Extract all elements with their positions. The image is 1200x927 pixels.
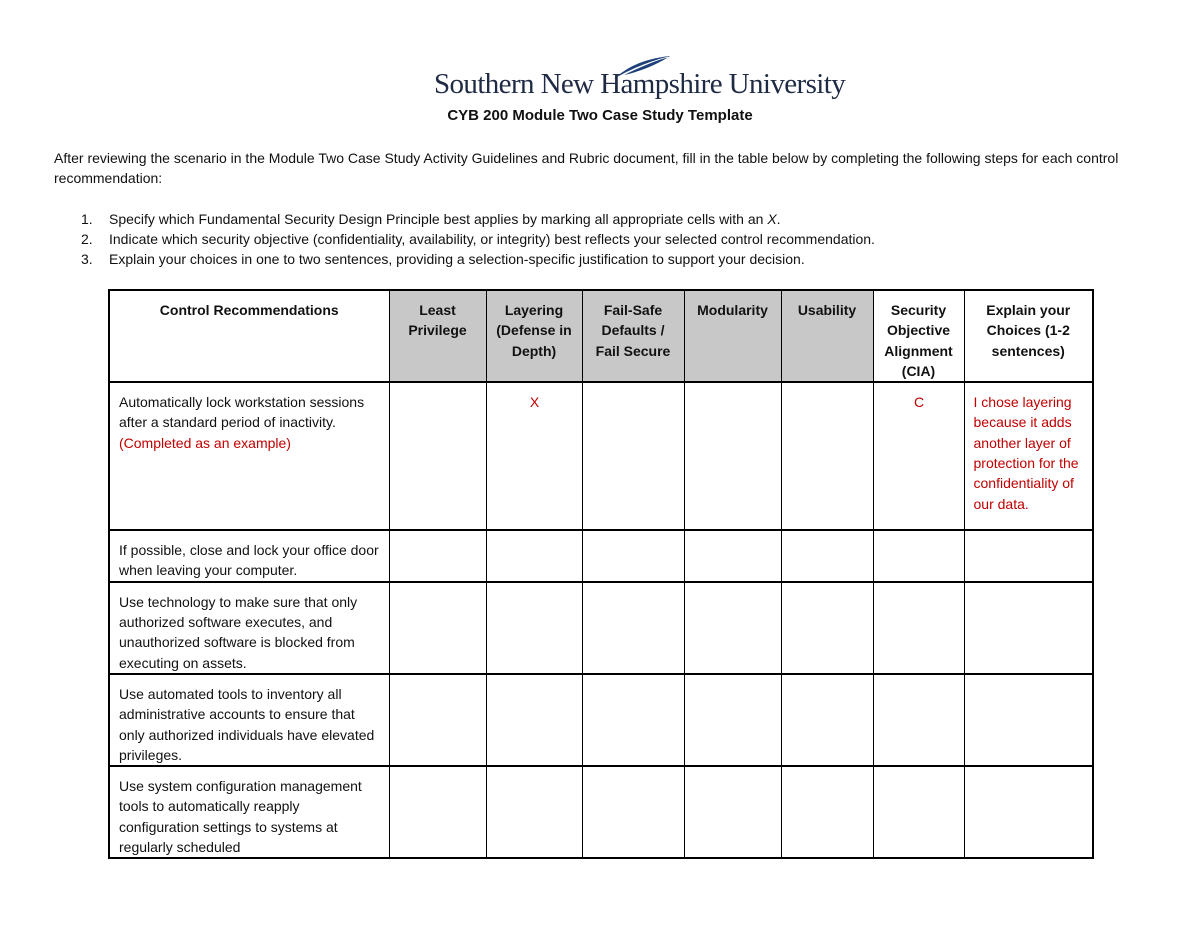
usability-cell[interactable] [781, 674, 873, 766]
layering-cell[interactable] [486, 674, 582, 766]
instruction-step [54, 209, 1154, 229]
instruction-step [54, 229, 1154, 249]
least-privilege-cell[interactable] [389, 766, 486, 858]
usability-cell[interactable] [781, 766, 873, 858]
cia-cell[interactable] [873, 530, 964, 582]
recommendation-cell: Use automated tools to inventory all administrative accounts to ensure that only authorized individuals have elevated privileges. [109, 674, 389, 766]
recommendation-text: Automatically lock workstation sessions after a standard period of inactivity. [119, 394, 365, 431]
control-recommendations-table [108, 289, 1094, 859]
instruction-step [54, 249, 1154, 269]
cia-cell[interactable] [873, 674, 964, 766]
table-row [109, 530, 1093, 582]
recommendation-cell: If possible, close and lock your office door when leaving your computer. [109, 530, 389, 582]
table-row [109, 674, 1093, 766]
modularity-cell[interactable] [684, 674, 781, 766]
explanation-cell[interactable]: I chose layering because it adds another layer of protection for the confidentiality of our data. [964, 382, 1093, 530]
recommendation-cell: Use system configuration management tools to automatically reapply configuration settings to systems at regularly scheduled [109, 766, 389, 858]
fail-safe-cell[interactable] [582, 766, 684, 858]
intro-paragraph: After reviewing the scenario in the Module Two Case Study Activity Guidelines and Rubric document, fill in the table below by completing the following steps for each control recommendation: [54, 150, 1119, 186]
step-emphasis: X [767, 211, 777, 227]
step-text: Indicate which security objective (confidentiality, availability, or integrity) best reflects your selected control recommendation. [109, 231, 875, 247]
explanation-cell[interactable] [964, 674, 1093, 766]
usability-cell[interactable] [781, 382, 873, 530]
recommendation-cell [109, 382, 389, 530]
modularity-cell[interactable] [684, 582, 781, 674]
modularity-cell[interactable] [684, 382, 781, 530]
table-row [109, 582, 1093, 674]
explanation-cell[interactable] [964, 766, 1093, 858]
header-control-recommendations: Control Recommendations [109, 290, 389, 382]
least-privilege-cell[interactable] [389, 530, 486, 582]
header-modularity: Modularity [684, 290, 781, 382]
cia-cell[interactable]: C [873, 382, 964, 530]
least-privilege-cell[interactable] [389, 582, 486, 674]
header-explain-choices: Explain your Choices (1-2 sentences) [964, 290, 1093, 382]
layering-cell[interactable] [486, 530, 582, 582]
example-note: (Completed as an example) [119, 434, 291, 451]
logo-wordmark: Southern New Hampshire University [434, 68, 846, 100]
explanation-cell[interactable] [964, 530, 1093, 582]
fail-safe-cell[interactable] [582, 382, 684, 530]
fail-safe-cell[interactable] [582, 582, 684, 674]
step-number: 2. [81, 231, 93, 247]
layering-cell[interactable]: X [486, 382, 582, 530]
fail-safe-cell[interactable] [582, 674, 684, 766]
least-privilege-cell[interactable] [389, 382, 486, 530]
layering-cell[interactable] [486, 766, 582, 858]
header-security-objective: Security Objective Alignment (CIA) [873, 290, 964, 382]
table-row [109, 382, 1093, 530]
layering-cell[interactable] [486, 582, 582, 674]
step-number: 3. [81, 251, 93, 267]
fail-safe-cell[interactable] [582, 530, 684, 582]
step-text: Specify which Fundamental Security Design Principle best applies by marking all appropriate cells with an [109, 211, 768, 227]
usability-cell[interactable] [781, 582, 873, 674]
instruction-list [54, 209, 1154, 269]
table-header-row [109, 290, 1093, 382]
cia-cell[interactable] [873, 766, 964, 858]
modularity-cell[interactable] [684, 530, 781, 582]
step-text: Explain your choices in one to two sentences, providing a selection-specific justification to support your decision. [109, 251, 805, 267]
university-logo [434, 54, 846, 102]
page-title: CYB 200 Module Two Case Study Template [447, 107, 753, 124]
table-row [109, 766, 1093, 858]
modularity-cell[interactable] [684, 766, 781, 858]
header-usability: Usability [781, 290, 873, 382]
cia-cell[interactable] [873, 582, 964, 674]
header-least-privilege: Least Privilege [389, 290, 486, 382]
step-number: 1. [81, 211, 93, 227]
header-layering: Layering (Defense in Depth) [486, 290, 582, 382]
recommendation-cell: Use technology to make sure that only authorized software executes, and unauthorized software is blocked from executing on assets. [109, 582, 389, 674]
header-fail-safe: Fail-Safe Defaults / Fail Secure [582, 290, 684, 382]
usability-cell[interactable] [781, 530, 873, 582]
step-text-end: . [776, 211, 781, 227]
least-privilege-cell[interactable] [389, 674, 486, 766]
explanation-cell[interactable] [964, 582, 1093, 674]
